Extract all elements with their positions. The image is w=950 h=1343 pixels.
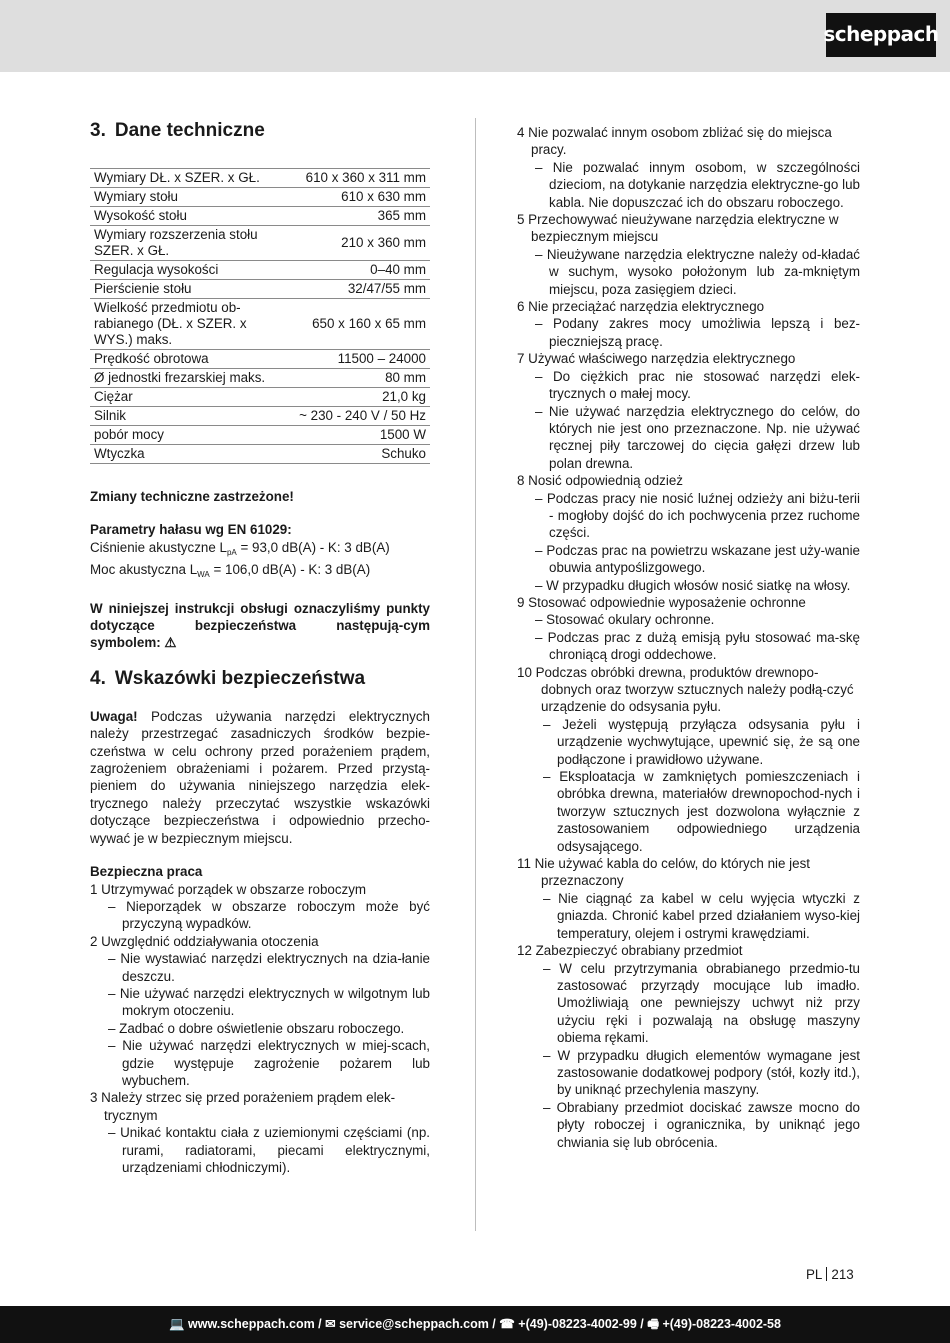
spec-value: 21,0 kg	[283, 388, 430, 407]
spec-value: 610 x 630 mm	[283, 188, 430, 207]
safety-bullet: – Podczas prac z dużą emisją pyłu stosować ma-skę chroniącą drogi oddechowe.	[535, 629, 860, 663]
safety-bullet: – Nie ciągnąć za kabel w celu wyjęcia wtyczki z gniazda. Chronić kabel przed działaniem wyso-kiej temperatury, olejem i ostrymi krawędziami.	[543, 890, 860, 941]
spec-value: 365 mm	[283, 207, 430, 226]
spec-value: 0–40 mm	[283, 261, 430, 280]
noise-title: Parametry hałasu wg EN 61029:	[90, 522, 292, 538]
safety-item: 2 Uwzględnić oddziaływania otoczenia	[90, 933, 319, 949]
spec-table	[90, 168, 430, 464]
tech-changes-note: Zmiany techniczne zastrzeżone!	[90, 489, 294, 504]
safety-item: 11 Nie używać kabla do celów, do których nie jest przeznaczony	[517, 856, 811, 889]
noise-pressure-label: Ciśnienie akustyczne L	[90, 539, 227, 555]
noise-pressure-sub: pA	[226, 547, 237, 557]
safety-item: 6 Nie przeciążać narzędzia elektrycznego	[517, 299, 765, 315]
safety-bullet: – Jeżeli występują przyłącza odsysania pyłu i urządzenie wychwytujące, upewnić się, że są one podłączone i prawidłowo używane.	[543, 716, 860, 767]
safety-item: 1 Utrzymywać porządek w obszarze roboczym	[90, 881, 367, 897]
page-number-value: 213	[831, 1267, 854, 1282]
safety-bullet: – Podczas prac na powietrzu wskazane jest uży-wanie obuwia antypoślizgowego.	[535, 542, 860, 576]
safety-bullet: – Eksploatacja w zamkniętych pomieszczeniach i obróbka drewna, materiałów drewnopochod-nych i tworzyw sztucznych jest dozwolona wyłącznie z zastosowaniem odpowiedniego urządzenia odsysającego.	[543, 769, 860, 854]
noise-pressure	[90, 539, 430, 561]
safety-list-left	[90, 881, 430, 1177]
spec-label: Wymiary rozszerzenia stołu SZER. x GŁ.	[90, 226, 283, 261]
spec-row	[90, 388, 430, 407]
warning-text: Podczas używania narzędzi elektrycznych należy przestrzegać zasadniczych środków bezpie-czeństwa w celu ochrony przed porażeniem prądem, zagrożeniem obrażeniami i pożarem. Przed przystą-pieniem do używania niniejszego narzędzia elek-trycznego należy przeczytać wszystkie wskazówki dotyczące bezpieczeństwa i odpowiednio przecho-wywać je w bezpiecznym miejscu.	[90, 708, 430, 846]
spec-label: Wtyczka	[90, 445, 283, 464]
spec-row	[90, 426, 430, 445]
spec-label: Wielkość przedmiotu ob-rabianego (DŁ. x SZER. x WYS.) maks.	[90, 299, 283, 350]
right-column	[517, 124, 860, 1151]
safety-bullet: – Stosować okulary ochronne.	[535, 612, 715, 628]
spec-row	[90, 207, 430, 226]
spec-value: 210 x 360 mm	[283, 226, 430, 261]
safety-bullet: – Nie używać narzędzia elektrycznego do celów, do których nie jest ono przeznaczone. Np. nie używać ręcznej piły tarczowej do cięcia gałęzi drzew lub polan drewna.	[535, 403, 860, 471]
noise-power	[90, 561, 430, 583]
page-footer	[0, 1306, 950, 1343]
spec-row	[90, 445, 430, 464]
safety-bullet: – Unikać kontaktu ciała z uziemionymi częściami (np. rurami, radiatorami, piecami elektrycznymi, urządzeniami chłodniczymi).	[108, 1125, 430, 1175]
spec-label: pobór mocy	[90, 426, 283, 445]
spec-row	[90, 350, 430, 369]
spec-value: 80 mm	[283, 369, 430, 388]
noise-pressure-value: = 93,0 dB(A) - K: 3 dB(A)	[236, 539, 390, 555]
spec-row	[90, 299, 430, 350]
safety-item: 8 Nosić odpowiednią odzież	[517, 473, 683, 489]
brand-logo: scheppach	[826, 13, 936, 57]
page-header	[0, 0, 950, 72]
section-4-number: 4.	[90, 667, 106, 689]
spec-row	[90, 226, 430, 261]
spec-value: Schuko	[283, 445, 430, 464]
safety-bullet: – Nieporządek w obszarze roboczym może być przyczyną wypadków.	[108, 898, 430, 932]
safety-bullet: – Nieużywane narzędzia elektryczne należy od-kładać w suchym, wysoko położonym lub za-mkniętym miejscu, poza zasięgiem dzieci.	[535, 246, 860, 297]
safety-item: 12 Zabezpieczyć obrabiany przedmiot	[517, 943, 743, 959]
safety-item: 9 Stosować odpowiednie wyposażenie ochronne	[517, 594, 806, 610]
safety-bullet: – Podczas pracy nie nosić luźnej odzieży ani biżu-terii - mogłoby dojść do ich pochwycenia przez ruchome części.	[535, 490, 860, 541]
safety-bullet: – Nie pozwalać innym osobom, w szczególności dzieciom, na dotykanie narzędzia elektryczne-go lub kabla. Nie dopuszczać ich do obszaru roboczego.	[535, 159, 860, 210]
safety-bullet: – W przypadku długich włosów nosić siatkę na włosy.	[535, 577, 851, 593]
safety-item: 7 Używać właściwego narzędzia elektrycznego	[517, 351, 796, 367]
section-4-heading	[90, 666, 430, 692]
page-lang: PL	[806, 1267, 823, 1282]
spec-row	[90, 369, 430, 388]
spec-value: 610 x 360 x 311 mm	[283, 169, 430, 188]
safety-item: 10 Podczas obróbki drewna, produktów drewnopo-dobnych oraz tworzyw sztucznych należy podłą-czyć urządzenie do odsysania pyłu.	[517, 664, 854, 715]
safety-bullet: – W celu przytrzymania obrabianego przedmio-tu zastosować przyrządy mocujące lub imadło. Umożliwiają one pewniejszy uchwyt niż przy użyciu ręki i pozwalają na obsługę maszyny obiema rękami.	[543, 960, 860, 1046]
safety-bullet: – Nie wystawiać narzędzi elektrycznych na dzia-łanie deszczu.	[108, 951, 430, 984]
section-3-title: Dane techniczne	[114, 120, 265, 141]
spec-label: Pierścienie stołu	[90, 280, 283, 299]
spec-value: ~ 230 - 240 V / 50 Hz	[283, 407, 430, 426]
safety-bullet: – Obrabiany przedmiot dociskać zawsze mocno do płyty roboczej i ogranicznika, by uniknąć jego chwiania się lub obrócenia.	[543, 1099, 860, 1150]
spec-label: Ciężar	[90, 388, 283, 407]
warning-lead: Uwaga!	[90, 708, 138, 724]
warning-paragraph	[90, 708, 430, 847]
safety-bullet: – Nie używać narzędzi elektrycznych w miej-scach, gdzie występuje zagrożenie pożarem lub wybuchem.	[108, 1038, 430, 1088]
spec-value: 11500 – 24000	[283, 350, 430, 369]
spec-value: 1500 W	[283, 426, 430, 445]
safety-bullet: – Zadbać o dobre oświetlenie obszaru roboczego.	[108, 1020, 405, 1036]
safety-bullet: – W przypadku długich elementów wymagane jest zastosowanie dodatkowej podpory (stół, kozły itd.), by uniknąć przechylenia maszyny.	[543, 1047, 860, 1098]
spec-label: Ø jednostki frezarskiej maks.	[90, 369, 283, 388]
spec-label: Silnik	[90, 407, 283, 426]
noise-power-sub: WA	[197, 570, 210, 580]
footer-contact: 💻 www.scheppach.com / ✉ service@scheppach.com / ☎ +(49)-08223-4002-99 / 🖷 +(49)-08223-4002-58	[169, 1316, 781, 1331]
spec-row	[90, 169, 430, 188]
section-3-number: 3.	[90, 120, 106, 141]
safety-list-right	[517, 124, 860, 1151]
safety-item: 4 Nie pozwalać innym osobom zbliżać się do miejsca pracy.	[517, 125, 832, 158]
page-separator	[826, 1267, 827, 1281]
spec-label: Wysokość stołu	[90, 207, 283, 226]
left-column	[90, 118, 430, 1176]
page-number	[806, 1266, 854, 1283]
spec-label: Prędkość obrotowa	[90, 350, 283, 369]
safety-bullet: – Nie używać narzędzi elektrycznych w wilgotnym lub mokrym otoczeniu.	[108, 985, 430, 1019]
spec-row	[90, 280, 430, 299]
column-divider	[475, 118, 476, 1231]
safety-bullet: – Do ciężkich prac nie stosować narzędzi elek-trycznych o małej mocy.	[535, 368, 860, 402]
spec-label: Wymiary stołu	[90, 188, 283, 207]
safe-work-title: Bezpieczna praca	[90, 864, 203, 880]
symbol-note: W niniejszej instrukcji obsługi oznaczyliśmy punkty dotyczące bezpieczeństwa następują-cym symbolem: ⚠	[90, 600, 430, 651]
safety-item: 3 Należy strzec się przed porażeniem prądem elek-trycznym	[90, 1090, 396, 1123]
spec-value: 650 x 160 x 65 mm	[283, 299, 430, 350]
noise-power-value: = 106,0 dB(A) - K: 3 dB(A)	[209, 562, 371, 578]
spec-row	[90, 188, 430, 207]
spec-label: Wymiary DŁ. x SZER. x GŁ.	[90, 169, 283, 188]
spec-row	[90, 407, 430, 426]
safety-item: 5 Przechowywać nieużywane narzędzia elektryczne w bezpiecznym miejscu	[517, 212, 839, 245]
spec-value: 32/47/55 mm	[283, 280, 430, 299]
spec-row	[90, 261, 430, 280]
section-3-heading	[90, 118, 430, 144]
section-4-title: Wskazówki bezpieczeństwa	[114, 667, 366, 689]
spec-label: Regulacja wysokości	[90, 261, 283, 280]
safety-bullet: – Podany zakres mocy umożliwia lepszą i bez-pieczniejszą pracę.	[535, 316, 860, 349]
noise-power-label: Moc akustyczna L	[90, 562, 198, 578]
